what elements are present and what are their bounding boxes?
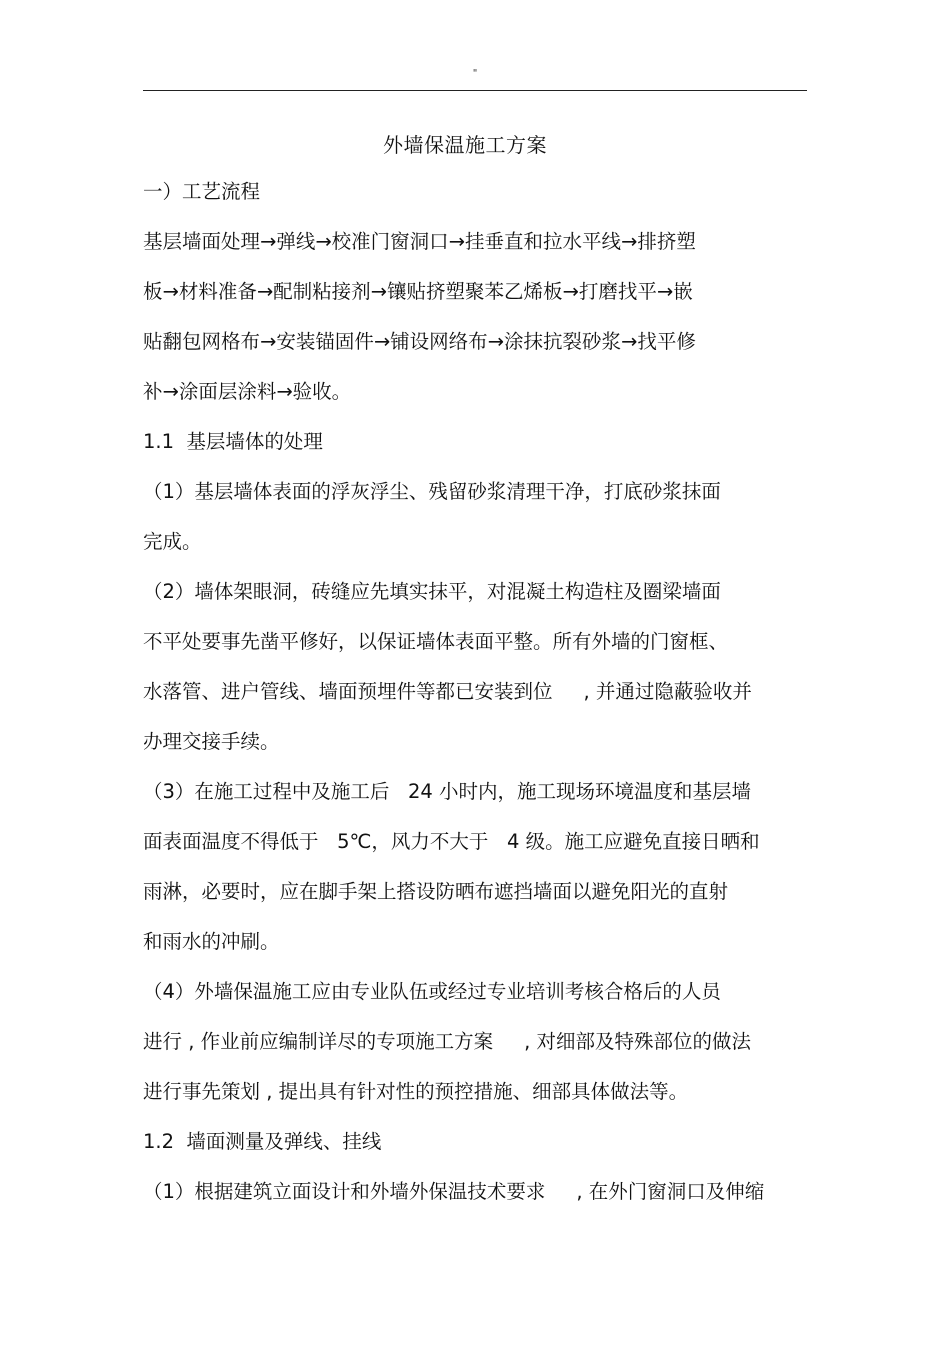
paragraph-line: （1）基层墙体表面的浮灰浮尘、残留砂浆清理干净，打底砂浆抹面: [143, 480, 721, 503]
paragraph-line: 贴翻包网格布→安装锚固件→铺设网络布→涂抹抗裂砂浆→找平修: [143, 330, 696, 353]
paragraph-line: （3）在施工过程中及施工后 24 小时内，施工现场环境温度和基层墙: [143, 780, 752, 803]
paragraph-line: 进行事先策划 , 提出具有针对性的预控措施、细部具体做法等。: [143, 1080, 689, 1103]
paragraph-line: 水落管、进户管线、墙面预埋件等都已安装到位 , 并通过隐蔽验收并: [143, 680, 752, 703]
paragraph-line: （2）墙体架眼洞，砖缝应先填实抹平，对混凝土构造柱及圈梁墙面: [143, 580, 721, 603]
subsection-heading: 1.2 墙面测量及弹线、挂线: [143, 1130, 382, 1153]
paragraph-line: 和雨水的冲刷。: [143, 930, 280, 953]
section-heading: 一）工艺流程: [143, 180, 261, 203]
header-divider: [143, 90, 807, 91]
paragraph-line: 完成。: [143, 530, 202, 553]
subsection-heading: 1.1 基层墙体的处理: [143, 430, 323, 453]
paragraph-line: 板→材料准备→配制粘接剂→镶贴挤塑聚苯乙烯板→打磨找平→嵌: [143, 280, 693, 303]
page-header-mark: ": [472, 68, 478, 79]
document-title: 外墙保温施工方案: [383, 133, 547, 157]
paragraph-line: 不平处要事先凿平修好，以保证墙体表面平整。所有外墙的门窗框、: [143, 630, 729, 653]
paragraph-line: 办理交接手续。: [143, 730, 280, 753]
paragraph-line: 补→涂面层涂料→验收。: [143, 380, 352, 403]
paragraph-line: （1）根据建筑立面设计和外墙外保温技术要求 , 在外门窗洞口及伸缩: [143, 1180, 765, 1203]
paragraph-line: 雨淋，必要时，应在脚手架上搭设防晒布遮挡墙面以避免阳光的直射: [143, 880, 729, 903]
paragraph-line: 面表面温度不得低于 5℃，风力不大于 4 级。施工应避免直接日晒和: [143, 830, 760, 853]
paragraph-line: （4）外墙保温施工应由专业队伍或经过专业培训考核合格后的人员: [143, 980, 721, 1003]
paragraph-line: 基层墙面处理→弹线→校准门窗洞口→挂垂直和拉水平线→排挤塑: [143, 230, 696, 253]
paragraph-line: 进行 , 作业前应编制详尽的专项施工方案 , 对细部及特殊部位的做法: [143, 1030, 751, 1053]
